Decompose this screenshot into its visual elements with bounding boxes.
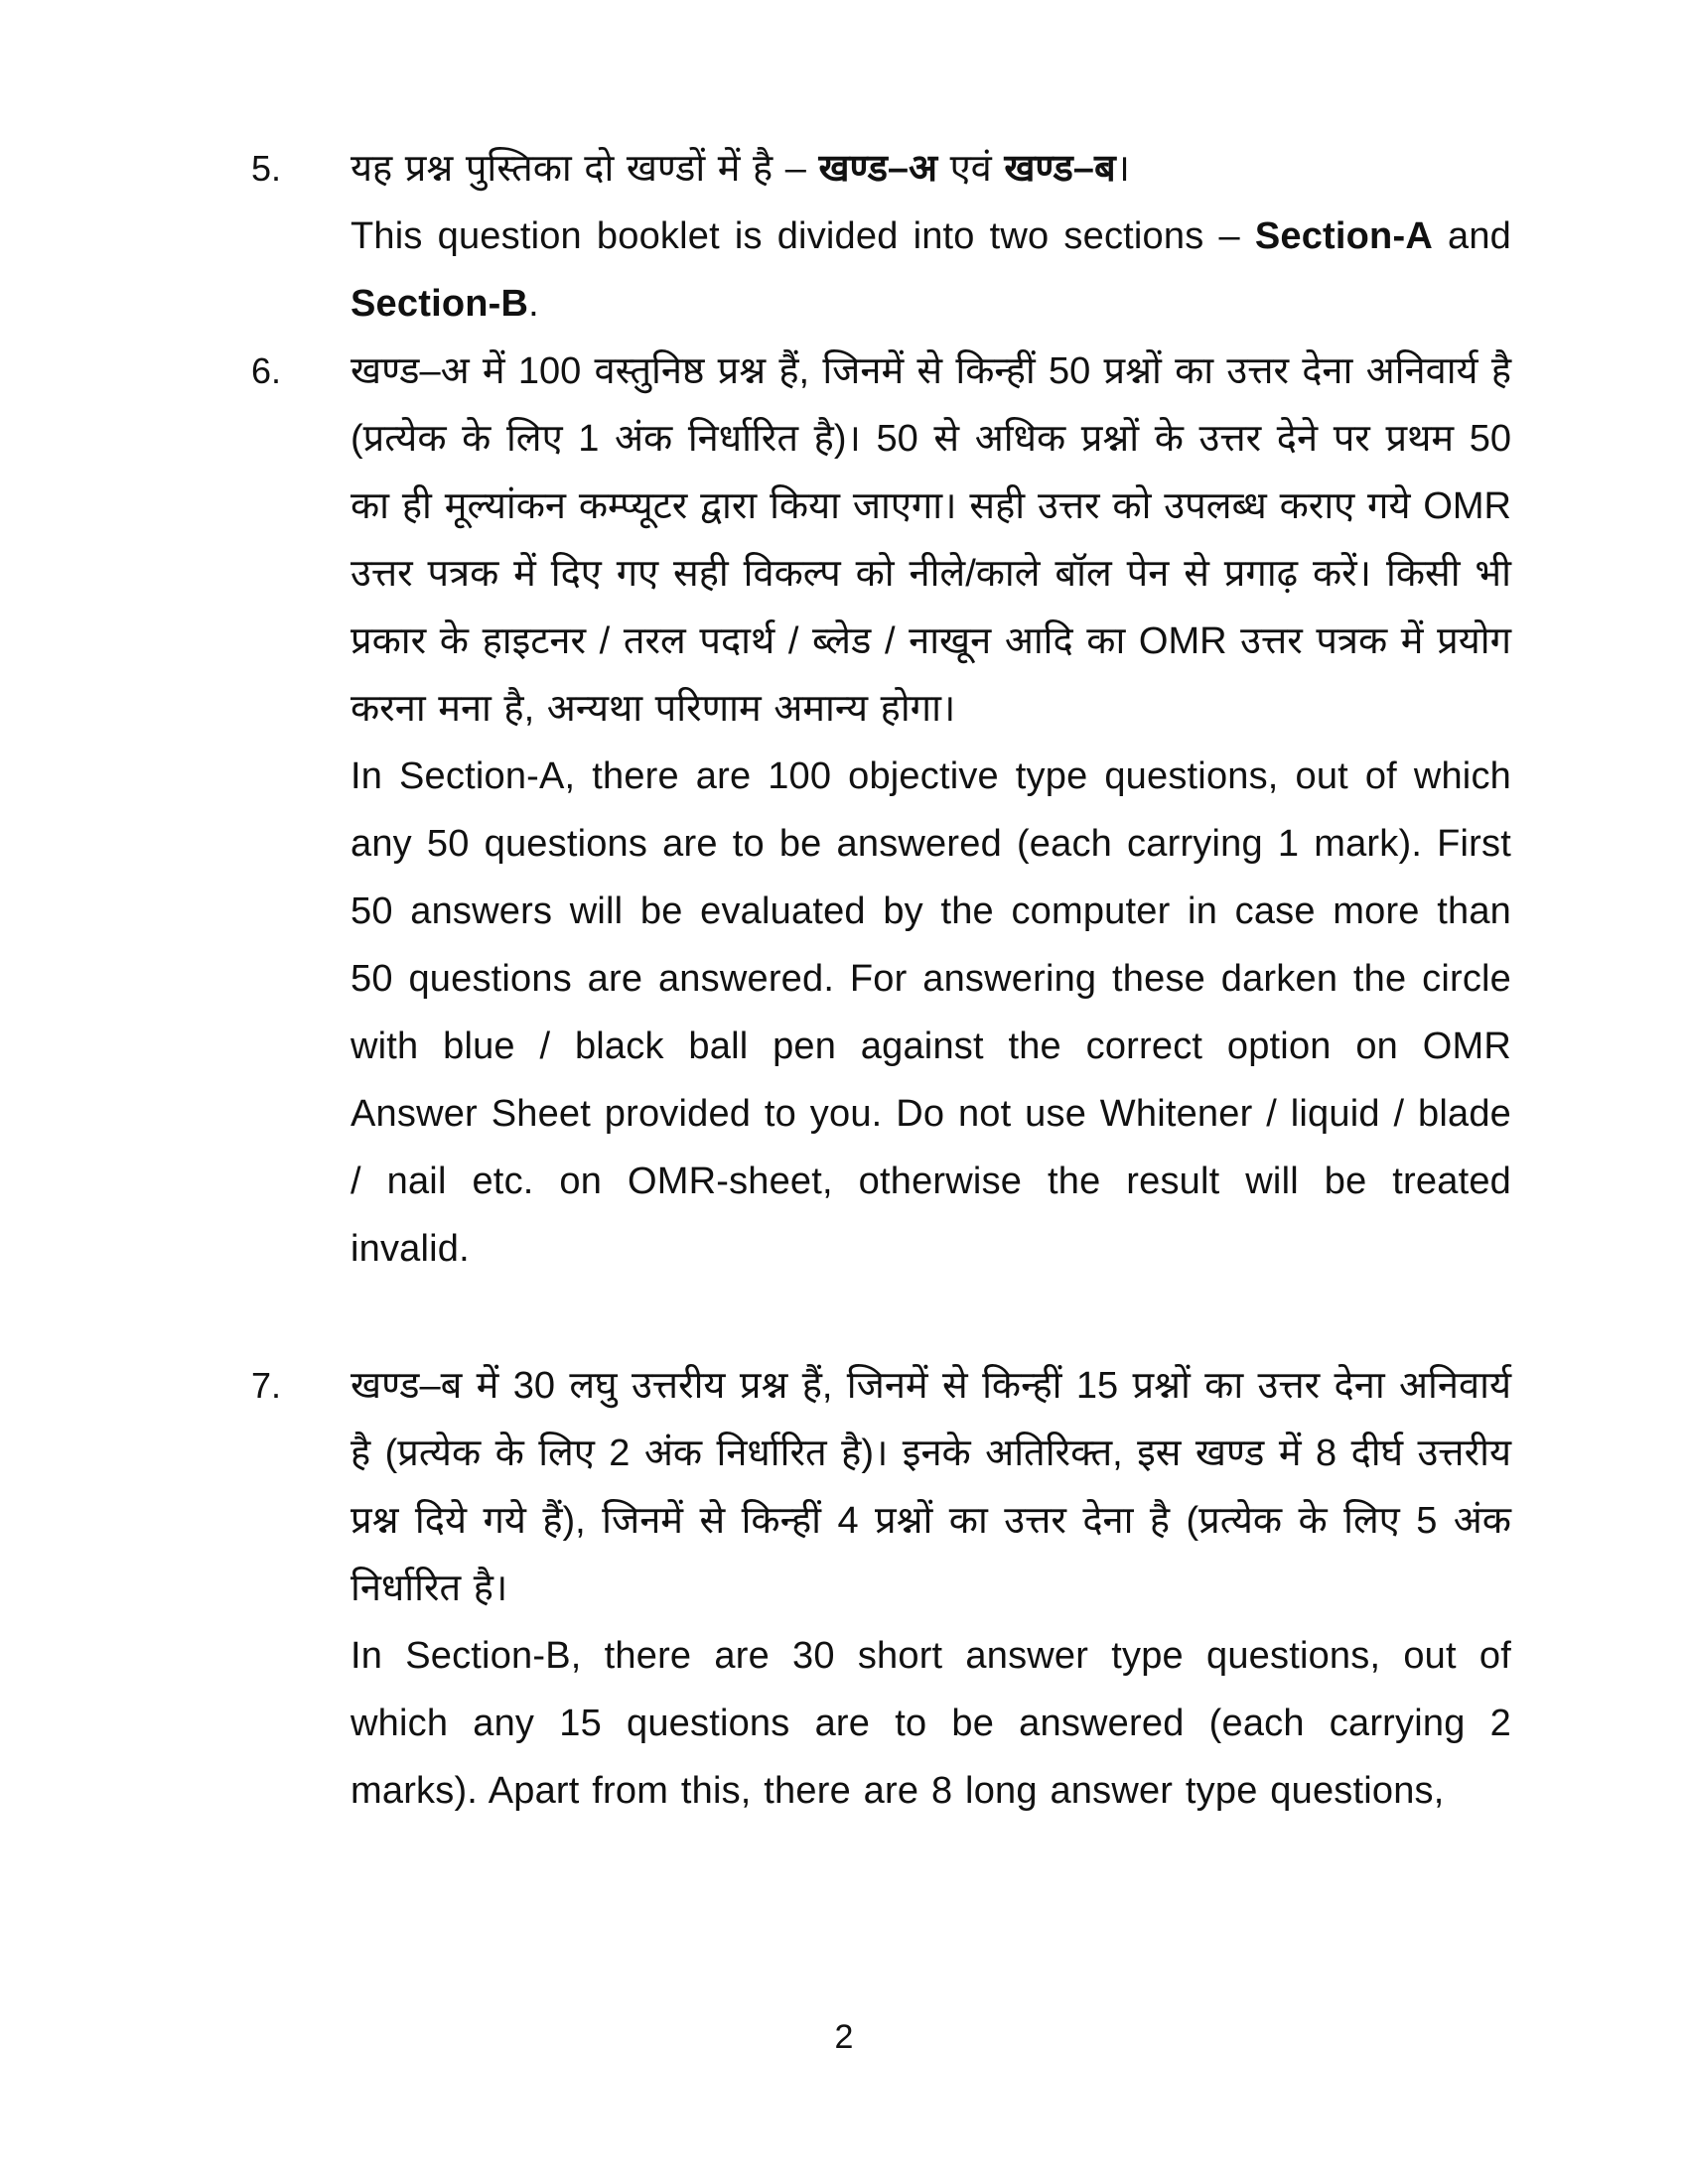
- item-body: [351, 135, 1511, 338]
- instructions-list: [251, 135, 1511, 1825]
- instruction-6-hindi: खण्ड–अ में 100 वस्तुनिष्ठ प्रश्न हैं, जिनमें से किन्हीं 50 प्रश्नों का उत्तर देना अनिवार्य है (प्रत्येक के लिए 1 अंक निर्धारित है)। 50 से अधिक प्रश्नों के उत्तर देने पर प्रथम 50 का ही मूल्यांकन कम्प्यूटर द्वारा किया जाएगा। सही उत्तर को उपलब्ध कराए गये OMR उत्तर पत्रक में दिए गए सही विकल्प को नीले/काले बॉल पेन से प्रगाढ़ करें। किसी भी प्रकार के हाइटनर / तरल पदार्थ / ब्लेड / नाखून आदि का OMR उत्तर पत्रक में प्रयोग करना मना है, अन्यथा परिणाम अमान्य होगा।: [351, 350, 1511, 730]
- instruction-7-english: In Section-B, there are 30 short answer type questions, out of which any 15 questions are to be answered (each carrying 2 marks). Apart from this, there are 8 long answer type questions,: [351, 1635, 1511, 1812]
- instruction-item-5: [251, 135, 1511, 338]
- item-number: 5.: [251, 148, 282, 189]
- text-segment-bold: खण्ड–अ: [818, 148, 938, 190]
- item-body: [351, 1352, 1511, 1825]
- text-segment: ।: [1115, 148, 1131, 190]
- text-segment: एवं: [937, 148, 1005, 190]
- text-segment-bold: खण्ड–ब: [1004, 148, 1116, 190]
- instruction-5-english: [351, 203, 1511, 338]
- instruction-6-english: In Section-A, there are 100 objective type questions, out of which any 50 questions are to be answered (each carrying 1 mark). First 50 answers will be evaluated by the computer in case more than 50 questions are answered. For answering these darken the circle with blue / black ball pen against the correct option on OMR Answer Sheet provided to you. Do not use Whitener / liquid / blade / nail etc. on OMR-sheet, otherwise the result will be treated invalid.: [351, 755, 1511, 1270]
- item-body: [351, 338, 1511, 1283]
- instruction-5-hindi: [351, 135, 1511, 203]
- text-segment: This question booklet is divided into two sections –: [351, 215, 1255, 257]
- text-segment-bold: Section-B: [351, 283, 529, 325]
- item-number: 7.: [251, 1365, 282, 1406]
- text-segment: and: [1432, 215, 1511, 257]
- text-segment: यह प्रश्न पुस्तिका दो खण्डों में है –: [351, 148, 819, 190]
- instruction-7-hindi: खण्ड–ब में 30 लघु उत्तरीय प्रश्न हैं, जिनमें से किन्हीं 15 प्रश्नों का उत्तर देना अनिवार्य है (प्रत्येक के लिए 2 अंक निर्धारित है)। इनके अतिरिक्त, इस खण्ड में 8 दीर्घ उत्तरीय प्रश्न दिये गये हैं), जिनमें से किन्हीं 4 प्रश्नों का उत्तर देना है (प्रत्येक के लिए 5 अंक निर्धारित है।: [351, 1365, 1511, 1609]
- text-segment-bold: Section-A: [1254, 215, 1433, 257]
- page-number: 2: [834, 2018, 854, 2056]
- text-segment: .: [528, 283, 539, 325]
- instruction-item-6: [251, 338, 1511, 1283]
- instruction-item-7: [251, 1352, 1511, 1825]
- item-number: 6.: [251, 350, 282, 391]
